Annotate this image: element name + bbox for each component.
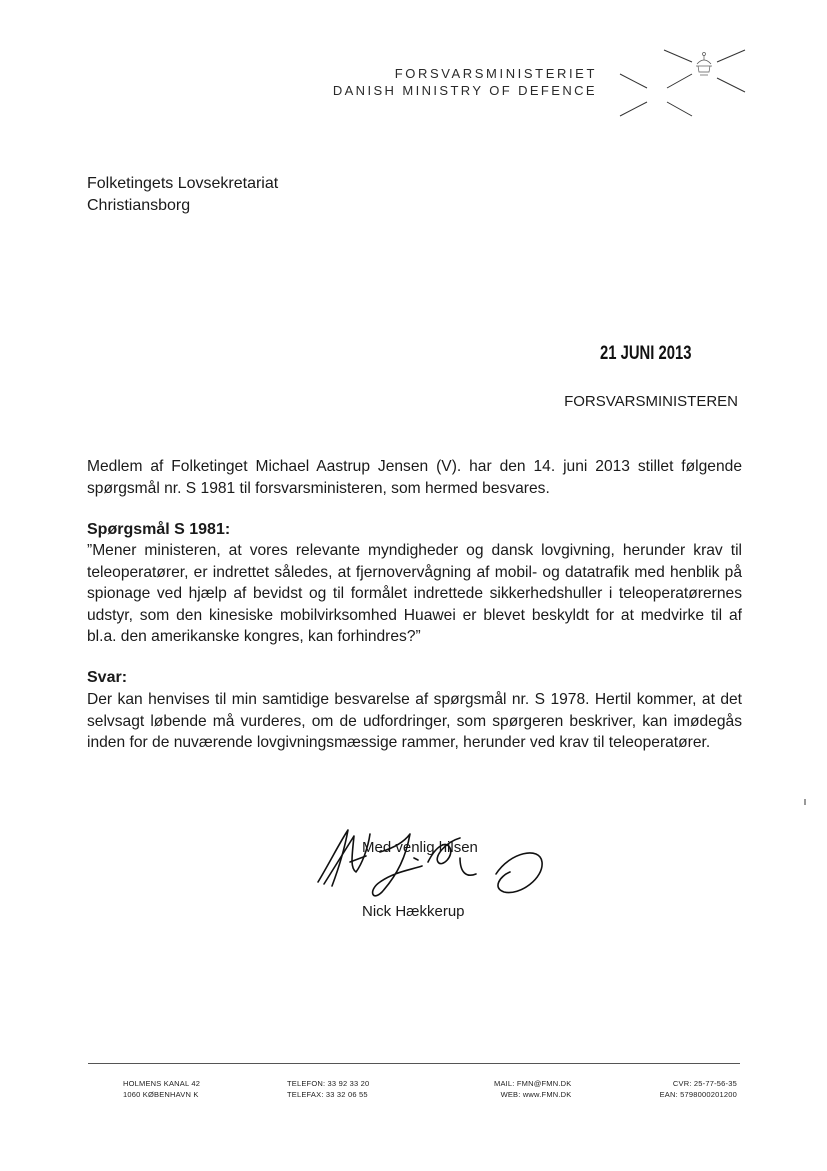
scan-speck xyxy=(804,799,806,805)
footer-cvr-ean xyxy=(660,1078,737,1100)
footer-phone: TELEFON: 33 92 33 20 xyxy=(287,1079,370,1088)
footer-address-line-1: HOLMENS KANAL 42 xyxy=(123,1079,201,1088)
handwritten-signature xyxy=(310,812,550,932)
answer-heading: Svar: xyxy=(87,669,128,686)
question-text: ”Mener ministeren, at vores relevante myndigheder og dansk lovgivning, herunder krav til teleoperatører, er indrettet således, at fjernovervågning af mobil- og datatrafik med henblik på spionage ved hjælp af bevidst og til formålet indrettede sikkerhedshuller i teleoperatørernes udstyr, som den kinesiske mobilvirksomhed Huawei er blevet beskyldt for at medvirke til af bl.a. den amerikanske kongres, kan forhindres?” xyxy=(87,542,742,645)
closing-greeting: Med venlig hilsen xyxy=(362,839,478,856)
recipient-address xyxy=(87,173,278,217)
footer-phone-fax xyxy=(287,1078,369,1100)
recipient-line-2: Christiansborg xyxy=(87,197,191,214)
footer-web: WEB: www.FMN.DK xyxy=(500,1090,572,1099)
footer-mail-web xyxy=(494,1078,571,1100)
crown-crest-icon xyxy=(612,42,752,124)
ministry-name-danish: FORSVARSMINISTERIET xyxy=(394,66,597,81)
recipient-line-1: Folketingets Lovsekretariat xyxy=(87,175,279,192)
date-stamp: 21 JUNI 2013 xyxy=(600,343,692,364)
intro-paragraph: Medlem af Folketinget Michael Aastrup Jensen (V). har den 14. juni 2013 stillet følgende spørgsmål nr. S 1981 til forsvarsministeren, som hermed besvares. xyxy=(87,458,742,497)
footer-ean: EAN: 5798000201200 xyxy=(659,1090,737,1099)
ministry-name-english: DANISH MINISTRY OF DEFENCE xyxy=(332,83,597,98)
footer-divider xyxy=(88,1063,740,1064)
footer-address-line-2: 1060 KØBENHAVN K xyxy=(123,1090,199,1099)
footer-fax: TELEFAX: 33 32 06 55 xyxy=(287,1090,368,1099)
footer-cvr: CVR: 25-77-56-35 xyxy=(672,1079,737,1088)
answer-text: Der kan henvises til min samtidige besvarelse af spørgsmål nr. S 1978. Hertil kommer, at det selvsagt løbende må vurderes, om de udfordringer, som spørgeren beskriver, kan imødegås inden for de nuværende lovgivningsmæssige rammer, herunder ved krav til teleoperatører. xyxy=(87,691,742,751)
footer-mail: MAIL: FMN@FMN.DK xyxy=(494,1079,572,1088)
signer-name: Nick Hækkerup xyxy=(362,903,465,920)
sender-title: FORSVARSMINISTEREN xyxy=(564,393,738,410)
footer-address xyxy=(123,1078,200,1100)
question-heading: Spørgsmål S 1981: xyxy=(87,521,231,538)
